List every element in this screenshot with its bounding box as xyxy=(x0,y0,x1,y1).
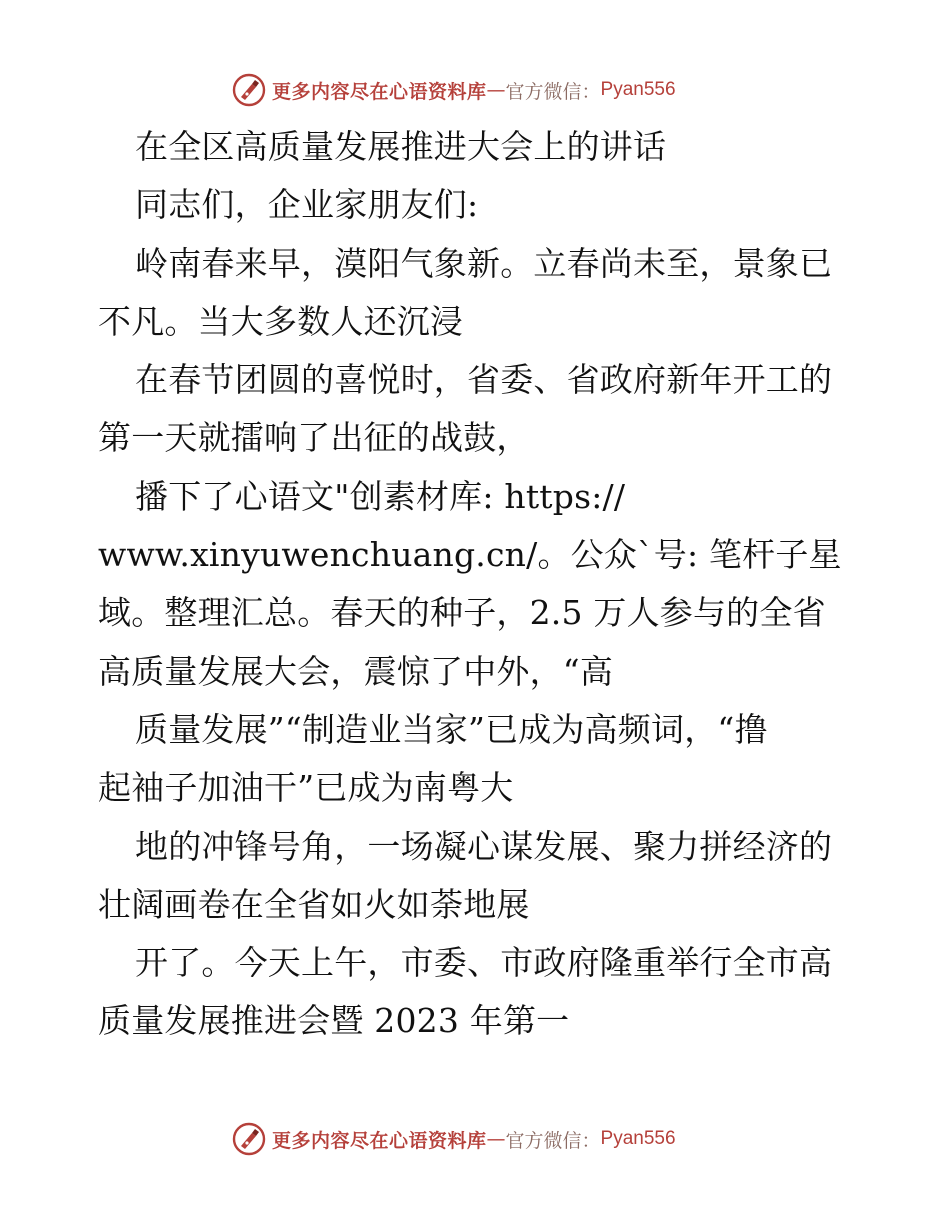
document-line: 质量发展”“制造业当家”已成为高频词，“撸 xyxy=(135,709,768,749)
banner-official-label: 官方微信： xyxy=(505,1129,601,1152)
document-body xyxy=(98,118,858,1051)
pen-nib-logo-icon xyxy=(232,1122,266,1156)
banner-dash: — xyxy=(486,79,506,101)
banner-wechat-id: Pyan556 xyxy=(600,79,676,100)
document-line: 起袖子加油干”已成为南粤大 xyxy=(98,768,514,808)
banner-wechat-id: Pyan556 xyxy=(600,1128,676,1149)
document-line: 岭南春来早，漠阳气象新。立春尚未至，景象已 xyxy=(135,243,833,283)
document-line: 播下了心语文"创素材库: https:// xyxy=(135,476,626,516)
footer-watermark-banner xyxy=(232,1121,676,1157)
document-line: 开了。今天上午，市委、市政府隆重举行全市高 xyxy=(135,943,833,983)
document-line: 第一天就擂响了出征的战鼓， xyxy=(98,418,530,458)
banner-dash: — xyxy=(486,1128,506,1150)
document-title: 在全区高质量发展推进大会上的讲话 xyxy=(135,127,667,166)
document-line: 在春节团圆的喜悦时，省委、省政府新年开工的 xyxy=(135,360,833,400)
banner-official-label: 官方微信： xyxy=(505,80,601,103)
document-line: 域。整理汇总。春天的种子，2.5 万人参与的全省 xyxy=(98,593,826,633)
document-line: www.xinyuwenchuang.cn/。公众`号: 笔杆子星 xyxy=(98,535,842,575)
document-line: 壮阔画卷在全省如火如荼地展 xyxy=(98,884,530,924)
document-line: 高质量发展大会，震惊了中外，“高 xyxy=(98,651,614,691)
document-salutation: 同志们，企业家朋友们: xyxy=(135,185,479,225)
document-line: 不凡。当大多数人还沉浸 xyxy=(98,301,464,341)
banner-lead-text: 更多内容尽在心语资料库 xyxy=(272,1129,487,1152)
banner-lead-text: 更多内容尽在心语资料库 xyxy=(272,80,487,103)
document-line: 质量发展推进会暨 2023 年第一 xyxy=(98,1001,570,1041)
document-line: 地的冲锋号角，一场凝心谋发展、聚力拼经济的 xyxy=(135,826,833,866)
pen-nib-logo-icon xyxy=(232,73,266,107)
header-watermark-banner xyxy=(232,72,676,108)
